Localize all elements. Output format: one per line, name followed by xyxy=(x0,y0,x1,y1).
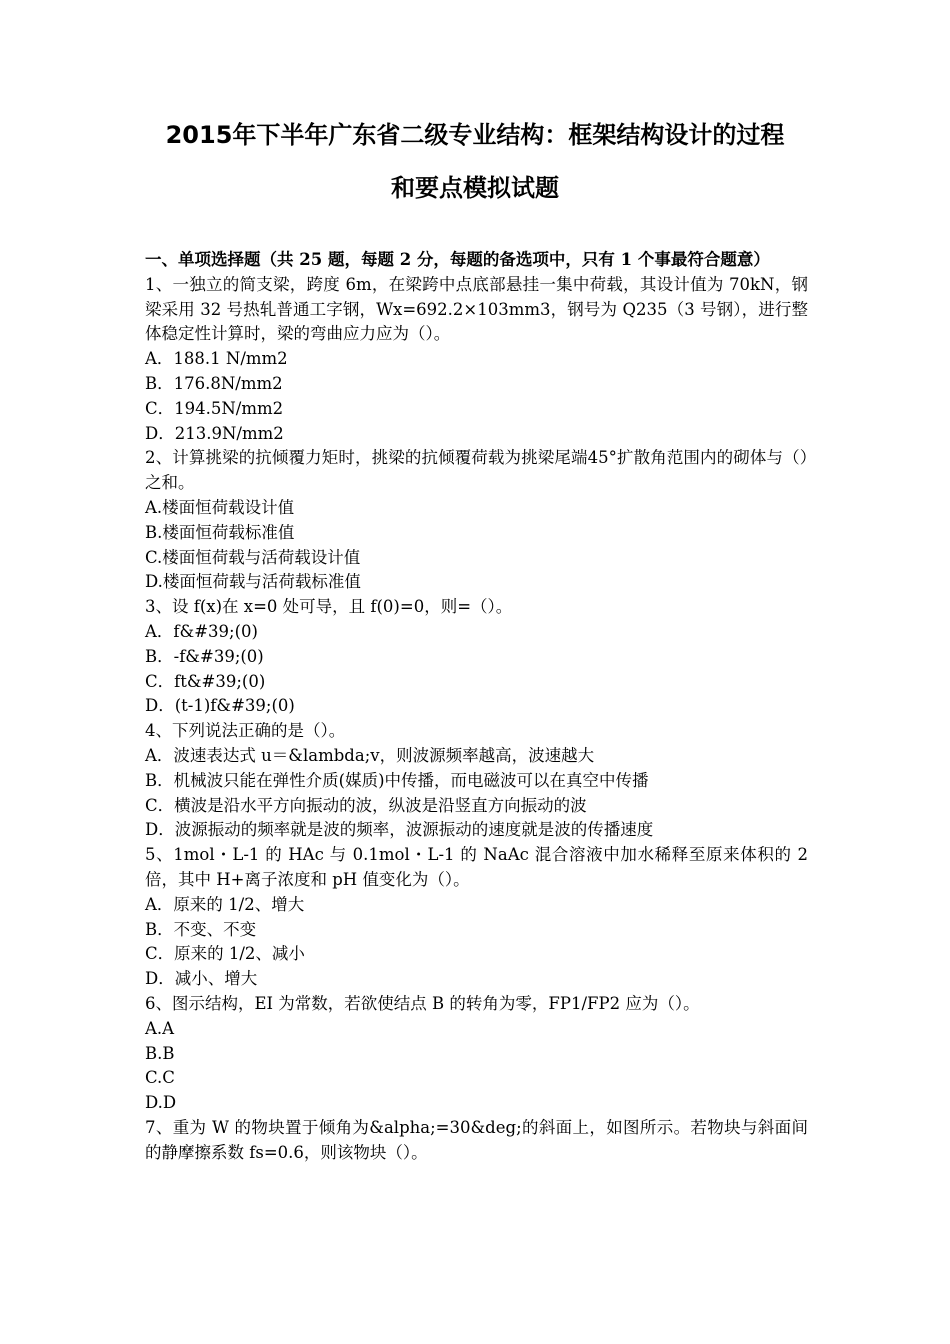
option-c: C.楼面恒荷载与活荷载设计值 xyxy=(145,547,361,567)
question-stem: 6、图示结构，EI 为常数，若欲使结点 B 的转角为零，FP1/FP2 应为（）。 xyxy=(145,993,700,1013)
option-c: C．194.5N/mm2 xyxy=(145,398,284,418)
option-d: D．波源振动的频率就是波的频率，波源振动的速度就是波的传播速度 xyxy=(145,820,654,840)
question-4 xyxy=(145,719,808,843)
document-title-line-2: 和要点模拟试题 xyxy=(391,174,559,202)
option-b: B.楼面恒荷载标准值 xyxy=(145,522,295,542)
option-d: D.楼面恒荷载与活荷载标准值 xyxy=(145,572,361,592)
question-stem: 3、设 f(x)在 x=0 处可导，且 f(0)=0，则=（）。 xyxy=(145,597,513,617)
option-b: B.B xyxy=(145,1043,175,1063)
option-d: D．(t-1)f&#39;(0) xyxy=(145,696,295,716)
option-a: A.A xyxy=(145,1018,175,1038)
question-5 xyxy=(145,843,808,992)
option-d: D．减小、增大 xyxy=(145,969,258,989)
question-2 xyxy=(145,446,808,595)
document-title-line-1: 2015年下半年广东省二级专业结构：框架结构设计的过程 xyxy=(165,121,785,149)
question-3 xyxy=(145,595,808,719)
question-1 xyxy=(145,273,808,447)
option-a: A．188.1 N/mm2 xyxy=(145,349,288,369)
option-c: C.C xyxy=(145,1068,175,1088)
option-d: D．213.9N/mm2 xyxy=(145,423,284,443)
question-6 xyxy=(145,992,808,1116)
question-stem: 7、重为 W 的物块置于倾角为&alpha;=30&deg;的斜面上，如图所示。若物块与斜面间的静摩擦系数 fs=0.6，则该物块（）。 xyxy=(145,1117,808,1162)
option-b: B．-f&#39;(0) xyxy=(145,646,264,666)
option-b: B．机械波只能在弹性介质(媒质)中传播，而电磁波可以在真空中传播 xyxy=(145,770,649,790)
option-b: B．不变、不变 xyxy=(145,919,257,939)
question-stem: 1、一独立的简支梁，跨度 6m，在梁跨中点底部悬挂一集中荷载，其设计值为 70kN，钢梁采用 32 号热轧普通工字钢，Wx=692.2×103mm3，钢号为 Q235（3 号钢），进行整体稳定性计算时，梁的弯曲应力应为（）。 xyxy=(145,274,808,344)
option-a: A．原来的 1/2、增大 xyxy=(145,894,305,914)
section-heading: 一、单项选择题（共 25 题，每题 2 分，每题的备选项中，只有 1 个事最符合题意） xyxy=(145,250,770,269)
option-a: A.楼面恒荷载设计值 xyxy=(145,497,295,517)
option-c: C．原来的 1/2、减小 xyxy=(145,944,305,964)
question-stem: 2、计算挑梁的抗倾覆力矩时，挑梁的抗倾覆荷载为挑梁尾端45°扩散角范围内的砌体与（）之和。 xyxy=(145,448,808,493)
option-a: A．波速表达式 u＝&lambda;v，则波源频率越高，波速越大 xyxy=(145,745,595,765)
option-c: C．横波是沿水平方向振动的波，纵波是沿竖直方向振动的波 xyxy=(145,795,587,815)
question-stem: 5、1mol・L-1 的 HAc 与 0.1mol・L-1 的 NaAc 混合溶液中加水稀释至原来体积的 2 倍，其中 H+离子浓度和 pH 值变化为（）。 xyxy=(145,845,808,889)
option-d: D.D xyxy=(145,1093,177,1113)
option-c: C．ft&#39;(0) xyxy=(145,671,266,691)
question-7 xyxy=(145,1116,808,1166)
question-stem: 4、下列说法正确的是（）。 xyxy=(145,721,346,741)
option-b: B．176.8N/mm2 xyxy=(145,373,283,393)
option-a: A．f&#39;(0) xyxy=(145,621,258,641)
document-body xyxy=(145,248,808,1165)
